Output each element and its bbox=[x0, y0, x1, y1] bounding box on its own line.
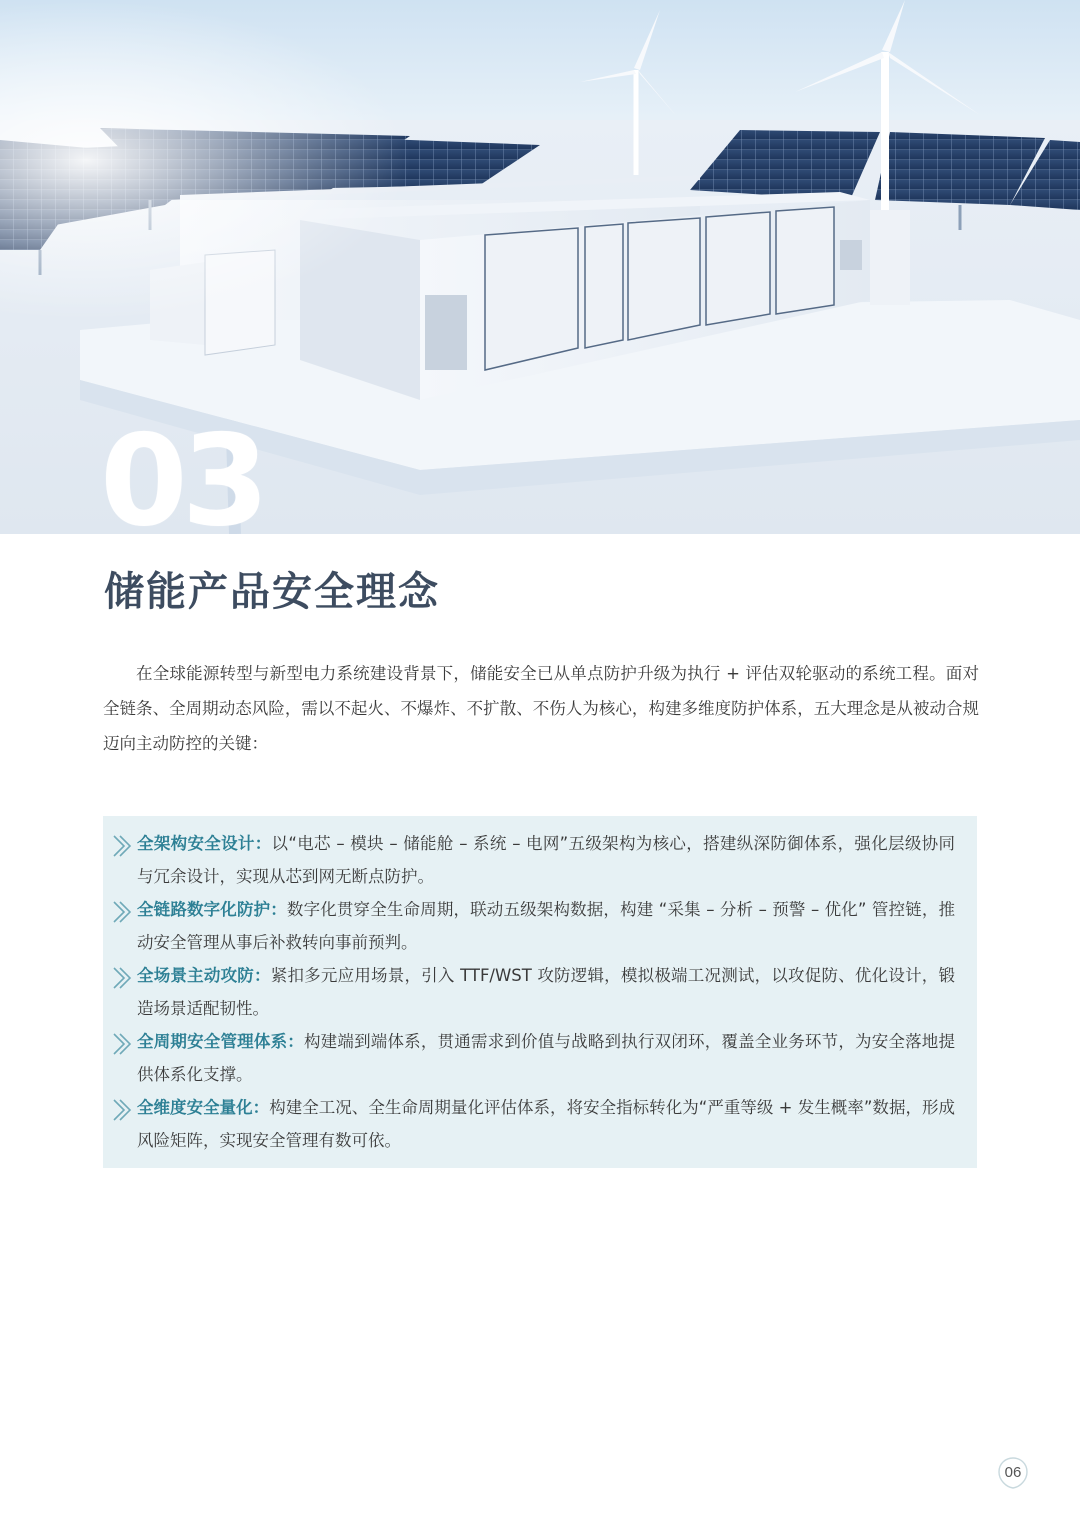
principle-heading: 全维度安全量化： bbox=[137, 1098, 270, 1117]
principle-body: 构建端到端体系，贯通需求到价值与战略到执行双闭环，覆盖全业务环节，为安全落地提供体系化支撑。 bbox=[137, 1032, 956, 1084]
principle-heading: 全链路数字化防护： bbox=[137, 900, 287, 919]
principles-panel bbox=[103, 816, 977, 1168]
double-chevron-right-icon bbox=[109, 1097, 137, 1123]
double-chevron-right-icon bbox=[109, 833, 137, 859]
principle-heading: 全场景主动攻防： bbox=[137, 966, 271, 985]
page-number-text: 06 bbox=[1004, 1464, 1022, 1481]
section-number: 03 bbox=[100, 407, 264, 534]
principle-body: 紧扣多元应用场景，引入 TTF/WST 攻防逻辑，模拟极端工况测试，以攻促防、优化设计，锻造场景适配韧性。 bbox=[137, 966, 955, 1018]
principle-item bbox=[109, 1092, 955, 1157]
principle-body: 构建全工况、全生命周期量化评估体系，将安全指标转化为“严重等级 + 发生概率”数据，形成风险矩阵，实现安全管理有数可依。 bbox=[137, 1098, 956, 1150]
principle-heading: 全架构安全设计： bbox=[137, 834, 272, 853]
principle-item bbox=[109, 960, 955, 1025]
hero-image bbox=[0, 0, 1080, 534]
page-title: 储能产品安全理念 bbox=[104, 569, 440, 615]
page-number bbox=[996, 1456, 1030, 1490]
principle-body: 数字化贯穿全生命周期，联动五级架构数据，构建 “采集 – 分析 – 预警 – 优化” 管控链，推动安全管理从事后补救转向事前预判。 bbox=[137, 900, 955, 952]
intro-paragraph: 在全球能源转型与新型电力系统建设背景下，储能安全已从单点防护升级为执行 + 评估双轮驱动的系统工程。面对全链条、全周期动态风险，需以不起火、不爆炸、不扩散、不伤人为核心，构建多维度防护体系，五大理念是从被动合规迈向主动防控的关键： bbox=[103, 664, 979, 753]
principle-item bbox=[109, 1026, 955, 1091]
double-chevron-right-icon bbox=[109, 1031, 137, 1057]
principle-item bbox=[109, 894, 955, 959]
principle-body: 以“电芯 – 模块 – 储能舱 – 系统 – 电网”五级架构为核心，搭建纵深防御体系，强化层级协同与冗余设计，实现从芯到网无断点防护。 bbox=[137, 834, 955, 886]
principle-item bbox=[109, 828, 955, 893]
principle-heading: 全周期安全管理体系： bbox=[137, 1032, 304, 1051]
double-chevron-right-icon bbox=[109, 899, 137, 925]
double-chevron-right-icon bbox=[109, 965, 137, 991]
